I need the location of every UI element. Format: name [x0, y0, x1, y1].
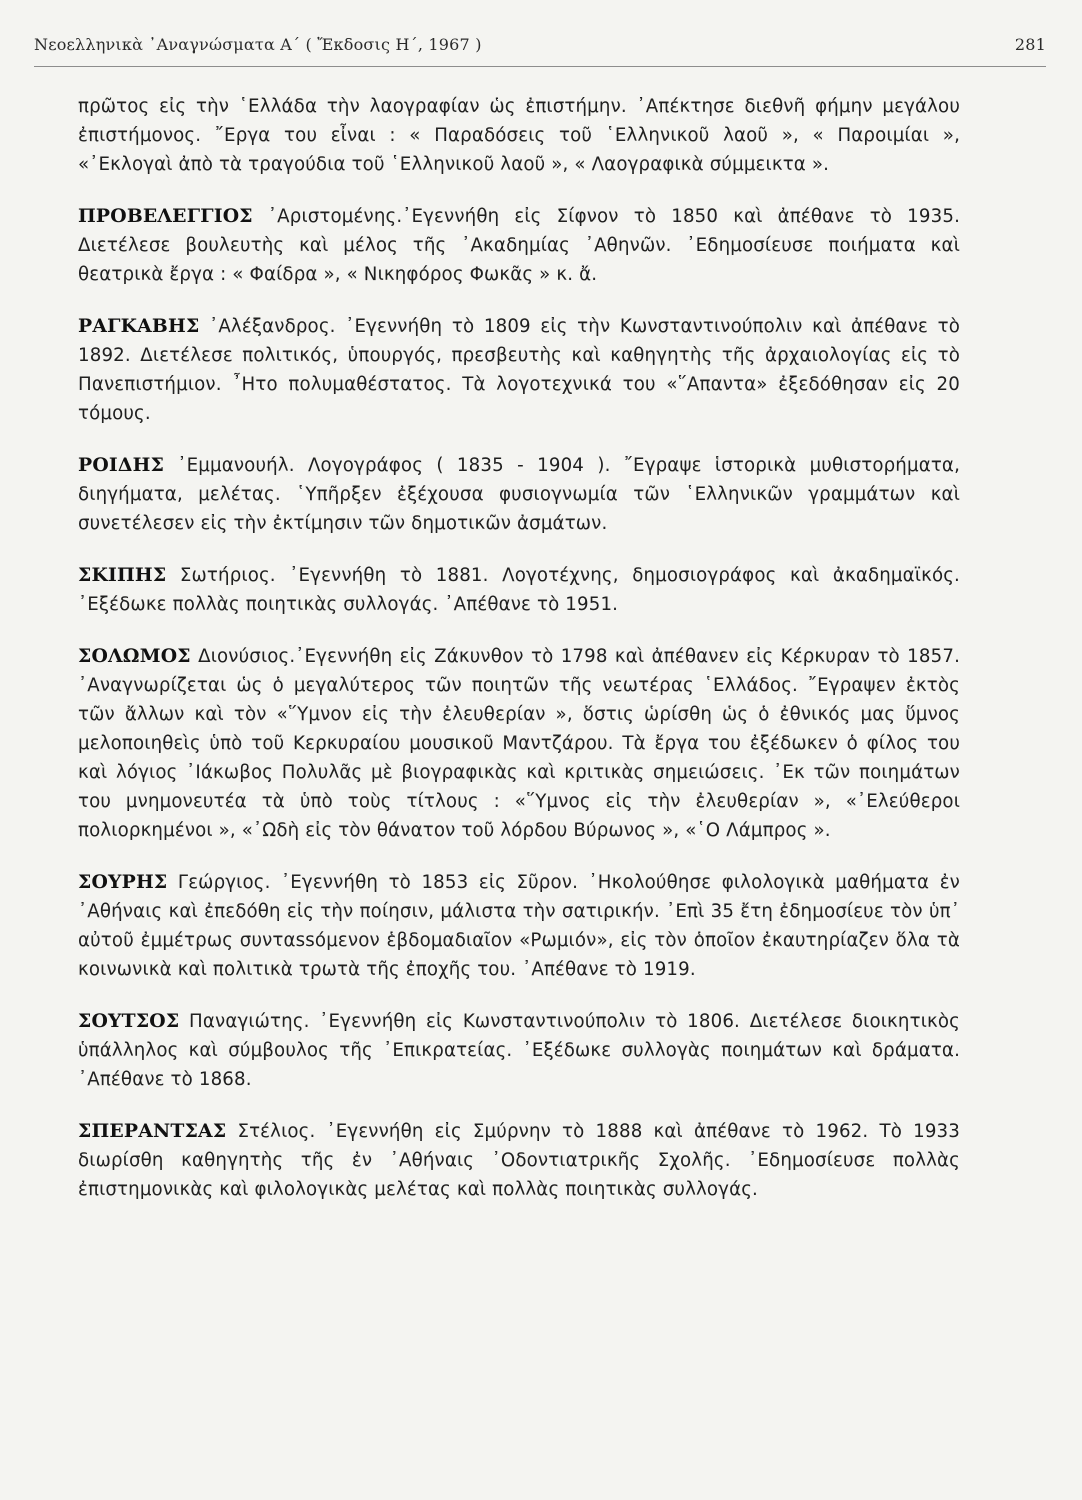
entry-soutsos: [78, 1007, 960, 1094]
entry-body: ᾿Αριστομένης.᾿Εγεννήθη εἰς Σίφνον τὸ 1850 καὶ ἀπέθανε τὸ 1935. Διετέλεσε βουλευτὴς καὶ μέλος τῆς ᾿Ακαδημίας ᾿Αθηνῶν. ᾿Εδημοσίευσε ποιήματα καὶ θεατρικὰ ἔργα : « Φαίδρα », « Νικηφόρος Φωκᾶς » κ. ἄ.: [78, 206, 961, 285]
entry-text: [78, 451, 960, 538]
entry-headword: ΣΚΙΠΗΣ: [78, 564, 167, 586]
entry-roidis: [78, 451, 960, 538]
entry-headword: ΠΡΟΒΕΛΕΓΓΙΟΣ: [78, 205, 253, 227]
entry-continuation: [78, 92, 960, 179]
header-rule: [34, 66, 1046, 67]
entry-body: πρῶτος εἰς τὴν ῾Ελλάδα τὴν λαογραφίαν ὡς ἐπιστήμην. ᾿Απέκτησε διεθνῆ φήμην μεγάλου ἐπιστήμονος. ῎Εργα του εἶναι : « Παραδόσεις τοῦ ῾Ελληνικοῦ λαοῦ », « Παροιμίαι », «᾿Εκλογαὶ ἀπὸ τὰ τραγούδια τοῦ ῾Ελληνικοῦ λαοῦ », « Λαογραφικὰ σύμμεικτα ».: [78, 96, 960, 175]
entry-text: [78, 202, 960, 289]
entry-text: [78, 868, 960, 984]
entry-headword: ΡΟΙΔΗΣ: [78, 454, 165, 476]
biography-entries: [78, 92, 960, 1227]
entry-text: [78, 642, 960, 845]
entry-text: [78, 312, 960, 428]
entry-body: Σωτήριος. ᾿Εγεννήθη τὸ 1881. Λογοτέχνης, δημοσιογράφος καὶ ἀκαδημαϊκός. ᾿Εξέδωκε πολλὰς ποιητικὰς συλλογάς. ᾿Απέθανε τὸ 1951.: [78, 565, 960, 615]
entry-provelengios: [78, 202, 960, 289]
entry-headword: ΣΟΥΡΗΣ: [78, 871, 168, 893]
entry-souris: [78, 868, 960, 984]
entry-text: [78, 561, 960, 619]
entry-solomos: [78, 642, 960, 845]
entry-headword: ΣΟΥΤΣΟΣ: [78, 1010, 180, 1032]
entry-rangavis: [78, 312, 960, 428]
entry-body: Γεώργιος. ᾿Εγεννήθη τὸ 1853 εἰς Σῦρον. ᾿Ηκολούθησε φιλολογικὰ μαθήματα ἐν ᾿Αθήναις καὶ ἐπεδόθη εἰς τὴν ποίησιν, μάλιστα τὴν σατιρικήν. ᾿Επὶ 35 ἔτη ἐδημοσίευε τὸν ὑπ᾿ αὐτοῦ ἐμμέτρως συνταssόμενον ἑβδομαδιαῖον «Ρωμιόν», εἰς τὸν ὁποῖον ἐκαυτηρίαζεν ὅλα τὰ κοινωνικὰ καὶ πολιτικὰ τρωτὰ τῆς ἐποχῆς του. ᾿Απέθανε τὸ 1919.: [78, 872, 960, 980]
entry-skipis: [78, 561, 960, 619]
entry-headword: ΡΑΓΚΑΒΗΣ: [78, 315, 200, 337]
entry-text: [78, 92, 960, 179]
page-number: 281: [1014, 35, 1046, 54]
entry-body: ᾿Εμμανουήλ. Λογογράφος ( 1835 - 1904 ). ῎Εγραψε ἱστορικὰ μυθιστορήματα, διηγήματα, μελέτας. ῾Υπῆρξεν ἐξέχουσα φυσιογνωμία τῶν ῾Ελληνικῶν γραμμάτων καὶ συνετέλεσεν εἰς τὴν ἐκτίμησιν τῶν δημοτικῶν ἀσμάτων.: [78, 455, 961, 534]
entry-text: [78, 1007, 960, 1094]
entry-body: ᾿Αλέξανδρος. ᾿Εγεννήθη τὸ 1809 εἰς τὴν Κωνσταντινούπολιν καὶ ἀπέθανε τὸ 1892. Διετέλεσε πολιτικός, ὑπουργός, πρεσβευτὴς καὶ καθηγητὴς τῆς ἀρχαιολογίας εἰς τὸ Πανεπιστήμιον. ῏Ητο πολυμαθέστατος. Τὰ λογοτεχνικά του «῞Απαντα» ἐξεδόθησαν εἰς 20 τόμους.: [78, 316, 960, 424]
entry-sperantsas: [78, 1117, 960, 1204]
entry-body: Στέλιος. ᾿Εγεννήθη εἰς Σμύρνην τὸ 1888 καὶ ἀπέθανε τὸ 1962. Τὸ 1933 διωρίσθη καθηγητὴς τῆς ἐν ᾿Αθήναις ᾿Οδοντιατρικῆς Σχολῆς. ᾿Εδημοσίευσε πολλὰς ἐπιστημονικὰς καὶ φιλολογικὰς μελέτας καὶ πολλὰς ποιητικὰς συλλογάς.: [78, 1121, 960, 1200]
running-head: [34, 35, 1046, 59]
running-title: Νεοελληνικὰ ᾿Αναγνώσματα Α΄ ( Ἔκδοσις Η΄, 1967 ): [34, 35, 482, 54]
entry-body: Παναγιώτης. ᾿Εγεννήθη εἰς Κωνσταντινούπολιν τὸ 1806. Διετέλεσε διοικητικὸς ὑπάλληλος καὶ σύμβουλος τῆς ᾿Επικρατείας. ᾿Εξέδωκε συλλογὰς ποιημάτων καὶ δράματα. ᾿Απέθανε τὸ 1868.: [78, 1011, 960, 1090]
entry-body: Διονύσιος.᾿Εγεννήθη εἰς Ζάκυνθον τὸ 1798 καὶ ἀπέθανεν εἰς Κέρκυραν τὸ 1857. ᾿Αναγνωρίζεται ὡς ὁ μεγαλύτερος τῶν ποιητῶν τῆς νεωτέρας ῾Ελλάδος. ῎Εγραψεν ἐκτὸς τῶν ἄλλων καὶ τὸν «῞Υμνον εἰς τὴν ἐλευθερίαν », ὅστις ὡρίσθη ὡς ὁ ἐθνικός μας ὕμνος μελοποιηθεὶς ὑπὸ τοῦ Κερκυραίου μουσικοῦ Μαντζάρου. Τὰ ἔργα του ἐξέδωκεν ὁ φίλος του καὶ λόγιος ᾿Ιάκωβος Πολυλᾶς μὲ βιογραφικὰς καὶ κριτικὰς σημειώσεις. ᾿Εκ τῶν ποιημάτων του μνημονευτέα τὰ ὑπὸ τοὺς τίτλους : «῞Υμνος εἰς τὴν ἐλευθερίαν », «᾿Ελεύθεροι πολιορκημένοι », «᾿Ωδὴ εἰς τὸν θάνατον τοῦ λόρδου Βύρωνος », «῾Ο Λάμπρος ».: [78, 646, 960, 841]
entry-headword: ΣΠΕΡΑΝΤΣΑΣ: [78, 1120, 227, 1142]
entry-text: [78, 1117, 960, 1204]
entry-headword: ΣΟΛΩΜΟΣ: [78, 645, 191, 667]
